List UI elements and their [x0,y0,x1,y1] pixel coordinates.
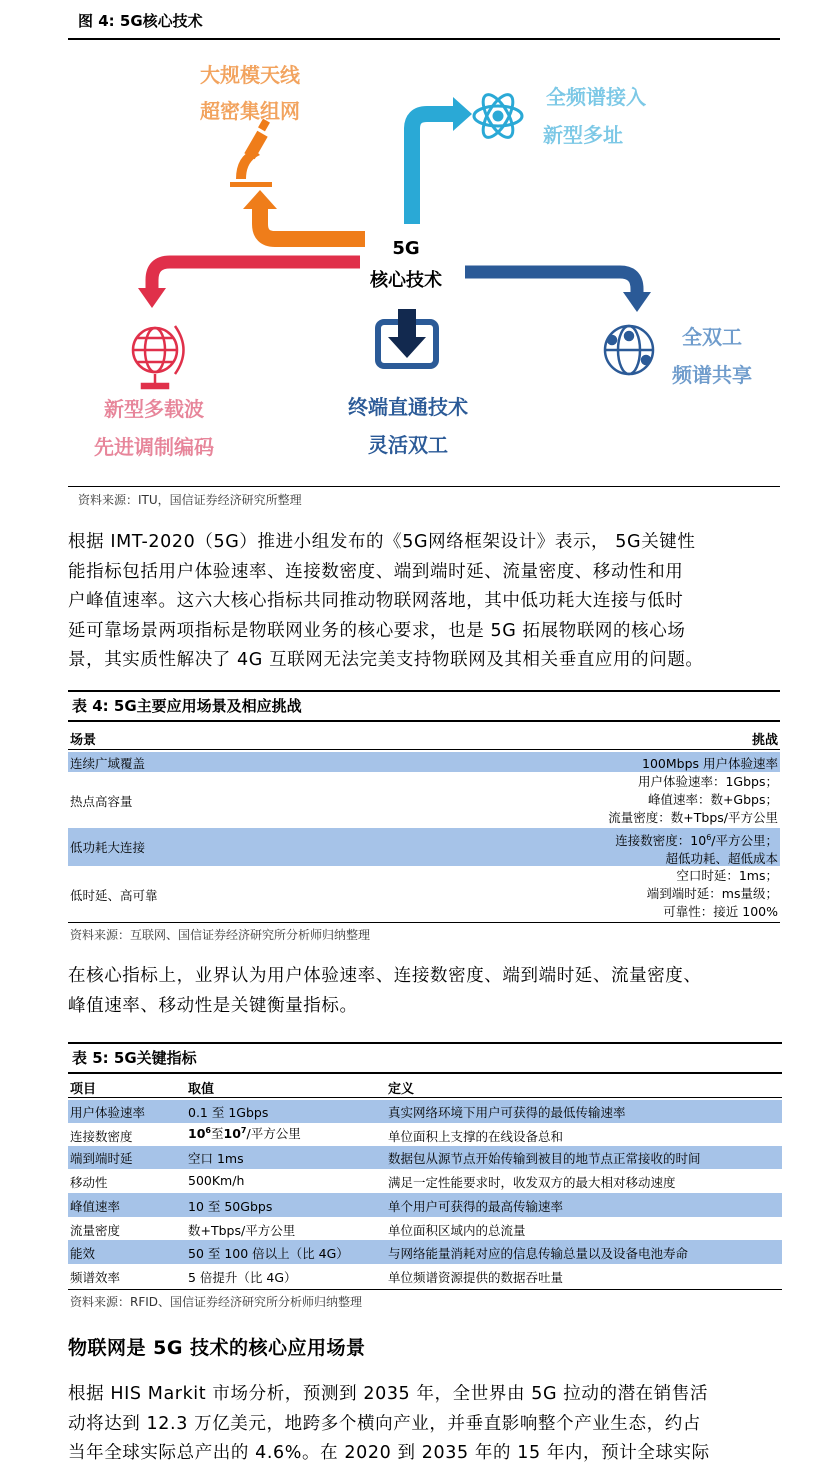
table-row [68,1169,782,1193]
atom-icon [474,90,522,142]
table4-scene: 低时延、高可靠 [70,888,158,903]
table5-value: 0.1 至 1Gbps [188,1105,269,1120]
table-row [68,772,780,828]
5g-core-tech-diagram [60,44,780,484]
challenge-line: 端到端时延：ms量级； [646,886,778,901]
table4-header [68,726,780,750]
teal-arrow [412,114,455,224]
table5-def: 单个用户可获得的最高传输速率 [388,1199,564,1214]
table5-def: 数据包从源节点开始传输到被目的地节点正常接收的时间 [388,1151,701,1166]
label-new-multiple-access: 新型多址 [543,123,623,147]
paragraph-1 [68,528,780,676]
table5-caption: 表 5: 5G关键指标 [68,1042,782,1074]
table5-item: 频谱效率 [70,1270,121,1285]
para1-line: 能指标包括用户体验速率、连接数密度、端到端时延、流量密度、移动性和用 [68,561,684,582]
label-advanced-coding: 先进调制编码 [94,435,214,459]
navy-arrowhead [623,292,651,312]
table4-header-challenge: 挑战 [751,733,778,748]
table5-value: $10^6$至$10^7/$平方公里 [188,1125,301,1141]
table5-header-value: 取值 [188,1082,215,1097]
table4-caption: 表 4: 5G主要应用场景及相应挑战 [68,690,780,722]
globe-icon [133,326,184,388]
figure-source: 资料来源：ITU，国信证券经济研究所整理 [68,486,780,508]
challenge-line: 可靠性：接近 100% [663,904,778,919]
para1-line: 景，其实质性解决了 4G 互联网无法完美支持物联网及其相关垂直应用的问题。 [68,650,704,670]
download-icon [378,309,436,366]
center-label-core: 核心技术 [370,270,442,291]
paragraph-2 [68,962,780,1021]
red-arrow [152,262,360,289]
table-row [68,1240,782,1264]
para3-line: 根据 HIS Markit 市场分析，预测到 2035 年，全世界由 5G 拉动的潜在销售活 [68,1384,709,1404]
orange-arrow [260,206,365,239]
para2-line: 在核心指标上，业界认为用户体验速率、连接数密度、端到端时延、流量密度、 [68,966,702,986]
table4-challenge [647,867,778,921]
table-row [68,752,780,772]
table5-item: 能效 [70,1246,96,1261]
para2-line: 峰值速率、移动性是关键衡量指标。 [68,995,358,1016]
table5-item: 用户体验速率 [70,1105,146,1120]
table5-def: 与网络能量消耗对应的信息传输总量以及设备电池寿命 [388,1246,689,1261]
table4-challenge: 100Mbps 用户体验速率 [642,756,778,771]
table4-header-scene: 场景 [70,733,97,748]
table5-item: 端到端时延 [70,1151,133,1166]
table-row [68,1100,782,1123]
navy-arrow [465,272,637,294]
table4-scene: 连续广域覆盖 [70,756,146,771]
table5-value: 空口 1ms [188,1151,244,1166]
label-d2d: 终端直通技术 [348,395,468,419]
table5-header-def: 定义 [388,1082,415,1097]
para1-line: 户峰值速率。这六大核心指标共同推动物联网落地，其中低功耗大连接与低时 [68,591,684,611]
label-new-multicarrier: 新型多载波 [104,397,204,421]
table5-def: 单位面积上支撑的在线设备总和 [388,1129,564,1144]
table-row [68,1217,782,1240]
red-arrowhead [138,288,166,308]
table5-value: 5 倍提升（比 4G） [188,1270,297,1285]
table5-value: 500Km/h [188,1173,245,1188]
network-globe-icon [605,326,653,374]
table-row [68,1264,782,1288]
label-full-duplex: 全双工 [682,325,742,349]
table-row [68,828,780,866]
paragraph-3 [68,1380,780,1469]
table-row [68,1193,782,1217]
label-massive-mimo: 大规模天线 [200,63,300,87]
table4-challenge [608,773,778,827]
table5-def: 单位面积区域内的总流量 [388,1223,526,1238]
table5-value: 数+Tbps/平方公里 [188,1223,296,1238]
orange-arrowhead [243,190,277,209]
table5-header-item: 项目 [70,1082,97,1097]
challenge-line: 峰值速率：数+Gbps； [647,792,778,807]
table5-def: 满足一定性能要求时，收发双方的最大相对移动速度 [388,1175,676,1190]
table-row [68,1146,782,1169]
challenge-line: 连接数密度：$10^6/$平方公里； [615,833,778,849]
label-full-spectrum: 全频谱接入 [546,85,646,109]
table5-header [68,1076,782,1098]
table4-source: 资料来源：互联网、国信证券经济研究所分析师归纳整理 [68,922,780,943]
para3-line: 当年全球实际总产出的 4.6%。在 2020 到 2035 年的 15 年内，预计全球实际 [68,1443,710,1463]
table5-item: 峰值速率 [70,1199,121,1214]
figure-caption: 图 4: 5G核心技术 [68,6,780,40]
table5-value: 50 至 100 倍以上（比 4G） [188,1246,349,1261]
teal-arrowhead [453,97,472,131]
para3-line: 动将达到 12.3 万亿美元，地跨多个横向产业，并垂直影响整个产业生态，约占 [68,1413,701,1434]
table5-item: 连接数密度 [70,1129,133,1144]
challenge-line: 超低功耗、超低成本 [665,851,778,867]
table5-item: 移动性 [70,1175,108,1190]
table-row [68,866,780,922]
challenge-line: 流量密度：数+Tbps/平方公里 [608,810,778,825]
table4-challenge [615,829,778,868]
label-ultra-dense: 超密集组网 [200,99,300,123]
table-row [68,1123,782,1146]
challenge-line: 用户体验速率：1Gbps； [637,774,778,789]
center-label-5g: 5G [392,238,420,259]
table4-scene: 低功耗大连接 [70,840,146,855]
challenge-line: 空口时延：1ms； [676,868,778,883]
table4-scene: 热点高容量 [70,794,133,809]
para1-line: 根据 IMT-2020（5G）推进小组发布的《5G网络框架设计》表示， 5G关键性 [68,532,696,552]
table5-item: 流量密度 [70,1223,121,1238]
label-flexible-duplex: 灵活双工 [368,433,448,457]
table5-value: 10 至 50Gbps [188,1199,273,1214]
para1-line: 延可靠场景两项指标是物联网业务的核心要求，也是 5G 拓展物联网的核心场 [68,620,686,641]
table5-source: 资料来源：RFID、国信证券经济研究所分析师归纳整理 [68,1289,782,1310]
microscope-icon [230,119,272,187]
label-spectrum-sharing: 频谱共享 [672,363,752,387]
table5-def: 单位频谱资源提供的数据吞吐量 [388,1270,564,1285]
section-title: 物联网是 5G 技术的核心应用场景 [68,1337,366,1359]
table5-def: 真实网络环境下用户可获得的最低传输速率 [388,1105,626,1120]
